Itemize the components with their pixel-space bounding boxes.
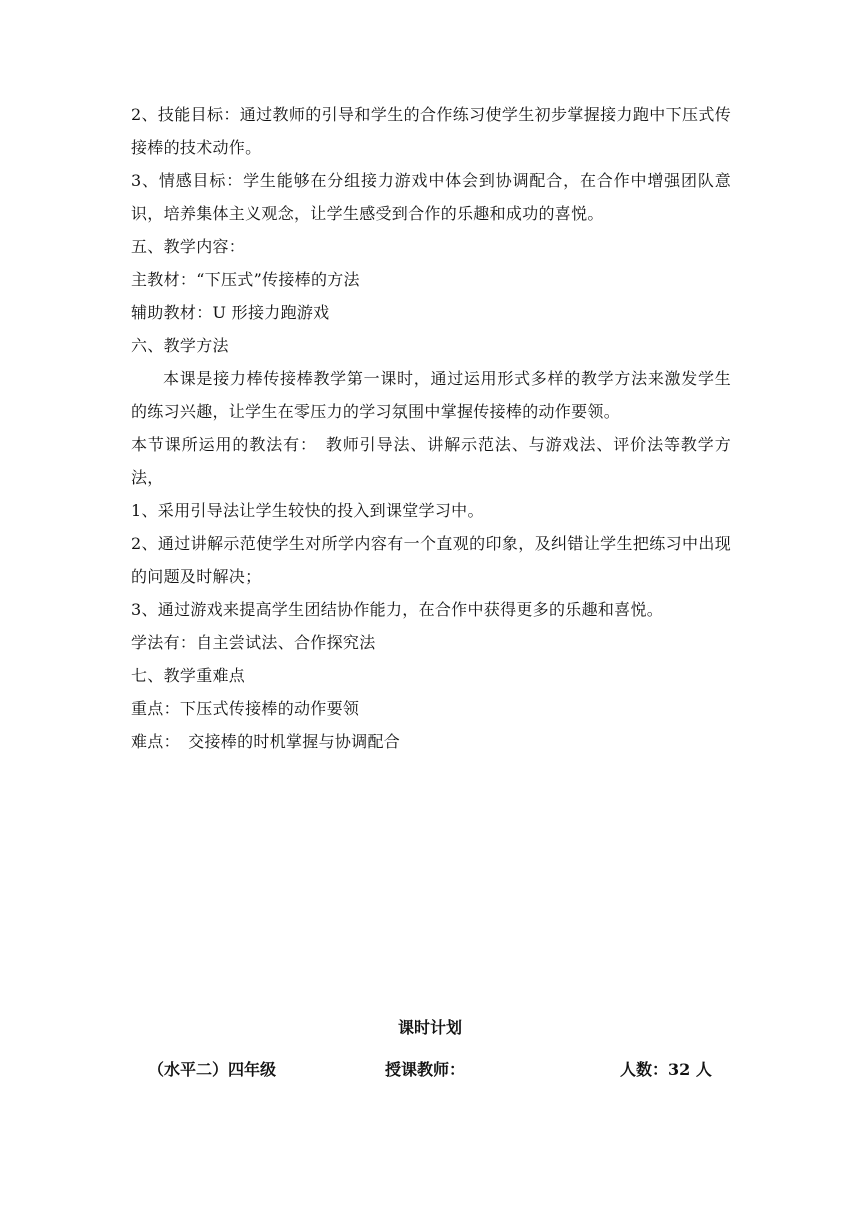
paragraph-skill-goal: 2、技能目标：通过教师的引导和学生的合作练习使学生初步掌握接力跑中下压式传接棒的技术动作。 <box>131 105 731 157</box>
paragraph-difficulty: 难点： 交接棒的时机掌握与协调配合 <box>131 732 401 751</box>
heading-teaching-method: 六、教学方法 <box>131 336 229 355</box>
teacher-label: 授课教师： <box>385 1060 466 1079</box>
paragraph-main-material: 主教材：“下压式”传接棒的方法 <box>131 270 360 289</box>
grade-level: （水平二）四年级 <box>148 1060 277 1079</box>
paragraph-learning-methods: 学法有：自主尝试法、合作探究法 <box>131 633 376 652</box>
lesson-plan-info-row <box>0 1058 860 1084</box>
heading-teaching-content: 五、教学内容： <box>131 237 246 256</box>
lesson-plan-title: 课时计划 <box>397 1018 462 1037</box>
paragraph-key-point: 重点：下压式传接棒的动作要领 <box>131 699 360 718</box>
paragraph-methods-used: 本节课所运用的教法有： 教师引导法、讲解示范法、与游戏法、评价法等教学方法， <box>131 435 731 487</box>
paragraph-aux-material: 辅助教材：U 形接力跑游戏 <box>131 303 330 322</box>
paragraph-emotion-goal: 3、情感目标：学生能够在分组接力游戏中体会到协调配合，在合作中增强团队意识，培养集体主义观念，让学生感受到合作的乐趣和成功的喜悦。 <box>131 171 731 223</box>
paragraph-method-intro: 本课是接力棒传接棒教学第一课时，通过运用形式多样的教学方法来激发学生的练习兴趣，让学生在零压力的学习氛围中掌握传接棒的动作要领。 <box>131 369 731 421</box>
paragraph-method-1: 1、采用引导法让学生较快的投入到课堂学习中。 <box>131 501 484 520</box>
paragraph-method-3: 3、通过游戏来提高学生团结协作能力，在合作中获得更多的乐趣和喜悦。 <box>131 600 664 619</box>
student-count: 人数：32 人 <box>620 1060 712 1079</box>
heading-key-points: 七、教学重难点 <box>131 666 246 685</box>
lesson-plan-body <box>131 98 731 758</box>
paragraph-method-2: 2、通过讲解示范使学生对所学内容有一个直观的印象，及纠错让学生把练习中出现的问题及时解决； <box>131 534 731 586</box>
